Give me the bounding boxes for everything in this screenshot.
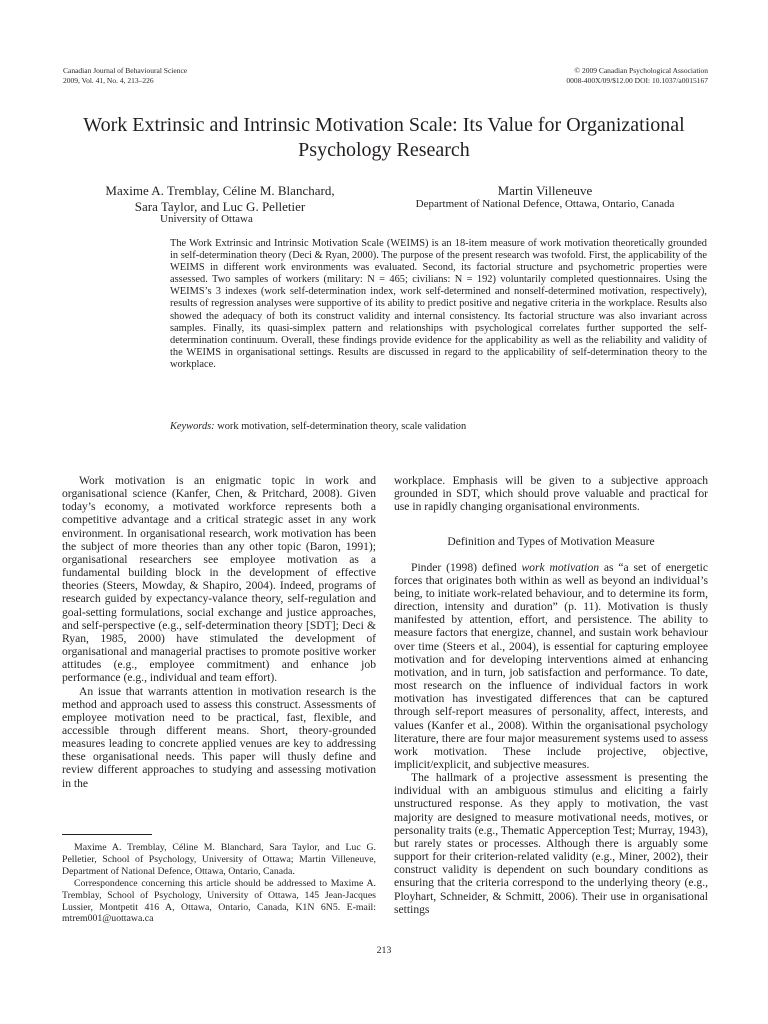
body-paragraph: An issue that warrants attention in motivation research is the method and approach used to assess this construct. Assessments of employee motivation need to be practical, fast, flexible, and accessible through different means. Short, theory-grounded measures leading to concrete applied venues are key to addressing these organisational needs. This paper will thusly define and review different approaches to studying and assessing motivation in the bbox=[62, 684, 376, 790]
body-paragraph-continued: workplace. Emphasis will be given to a subjective approach grounded in SDT, which should prove valuable and practical for use in rapidly changing organisational environments. bbox=[394, 474, 708, 514]
abstract: The Work Extrinsic and Intrinsic Motivation Scale (WEIMS) is an 18-item measure of work motivation theoretically grounded in self-determination theory (Deci & Ryan, 2000). The purpose of the present research was twofold. First, the applicability of the WEIMS in different work environments was evaluated. Second, its factorial structure and psychometric properties were assessed. Two samples of workers (military: N = 465; civilians: N = 192) voluntarily completed questionnaires. Using the WEIMS’s 3 indexes (work self-determination index, work self-determined and nonself-determined motivation, respectively), results of regression analyses were supportive of its ability to predict positive and negative criteria in the workplace. Results also showed the adequacy of both its construct validity and internal consistency. Its factorial structure was also invariant across samples. Finally, its quasi-simplex pattern and relationships with psychological correlates further supported the self-determination continuum. Overall, these findings provide evidence for the applicability as well as the reliability and validity of the WEIMS in organisational settings. Results are discussed in regard to the applicability of self-determination theory to the workplace. bbox=[170, 238, 707, 370]
body-paragraph: The hallmark of a projective assessment is presenting the individual with an ambiguous stimulus and eliciting a fairly unstructured response. As they apply to motivation, the vast majority are designed to measure motivational needs, motives, or personality traits (e.g., Thematic Apperception Test; Murray, 1943), but rarely states or processes. Although there is arguably some support for their criterion-related validity (e.g., Miner, 2002), their construct validity is dependent on such boundary conditions as ensuring that the criteria correspond to the underlying theory (e.g., Ployhart, Schneider, & Schmitt, 2006). Their use in organisational settings bbox=[394, 771, 708, 916]
copyright-header bbox=[566, 66, 708, 85]
body-paragraph bbox=[394, 561, 708, 772]
paper-title-line2: Psychology Research bbox=[298, 139, 470, 161]
body-paragraph: Work motivation is an enigmatic topic in work and organisational science (Kanfer, Chen, & Pritchard, 2008). Given today’s economy, a motivated workforce represents both a competitive advantage and a critical strategic asset in any work environment. In organisational research, work motivation has been the subject of more theories than any other topic (Baron, 1991); organisational researchers see employee motivation as a fundamental building block in the development of effective theories (Steers, Mowday, & Shapiro, 2004). Indeed, programs of research guided by expectancy-valance theory, self-regulation and goal-setting formulations, social exchange and justice approaches, and self-perspective (e.g., self-determination theory [SDT]; Deci & Ryan, 1985, 2000) have stimulated the development of organisational and managerial practises to promote positive worker attitudes (e.g., employee commitment) and enhance job performance (e.g., individual and team effort). bbox=[62, 474, 376, 685]
author-group-left bbox=[70, 183, 370, 214]
emphasis-term: work motivation bbox=[521, 560, 600, 574]
paper-title-line1: Work Extrinsic and Intrinsic Motivation Scale: Its Value for Organizational bbox=[83, 114, 685, 136]
author-names-line2: Sara Taylor, and Luc G. Pelletier bbox=[134, 198, 306, 214]
copyright-text: © 2009 Canadian Psychological Association bbox=[574, 66, 708, 75]
keywords-text: work motivation, self-determination theory, scale validation bbox=[214, 421, 467, 432]
keywords bbox=[170, 421, 707, 433]
author-name-right: Martin Villeneuve bbox=[497, 183, 593, 198]
journal-name: Canadian Journal of Behavioural Science bbox=[63, 66, 188, 75]
body-text: as “a set of energetic forces that originates both within as well as beyond an individual’s being, to initiate work-related behaviour, and to determine its form, direction, intensity and duration” (p. 11). Motivation is thusly manifested by attention, effort, and persistence. The ability to measure factors that energize, channel, and sustain work behaviour over time (Steers et al., 2004), is essential for capturing employee motivation and for developing interventions aimed at enhancing motivation, and in turn, job satisfaction and performance. To date, most research on the influence of individual factors in work motivation has investigated differences that can be captured through self-report measures of personality, affect, interests, and values (Kanfer et al., 2008). Within the organisational psychology literature, there are four major measurement systems used to assess work motivation. These include projective, objective, implicit/explicit, and subjective measures. bbox=[394, 560, 709, 771]
author-names-line1: Maxime A. Tremblay, Céline M. Blanchard, bbox=[105, 183, 335, 198]
author-affiliation-left: University of Ottawa bbox=[160, 213, 253, 225]
body-column-right bbox=[394, 474, 708, 916]
section-heading: Definition and Types of Motivation Measure bbox=[447, 535, 655, 549]
keywords-label: Keywords: bbox=[170, 421, 215, 432]
page-number: 213 bbox=[376, 945, 392, 956]
journal-header bbox=[63, 66, 187, 85]
doi-text: 0008-400X/09/$12.00 DOI: 10.1037/a0015167 bbox=[566, 75, 708, 85]
footnote-rule bbox=[62, 834, 152, 835]
footnote-paragraph: Correspondence concerning this article should be addressed to Maxime A. Tremblay, School of Psychology, University of Ottawa, 145 Jean-Jacques Lussier, Montpetit 416 A, Ottawa, Ontario, Canada, K1N 6N5. E-mail: mtrem001@uottawa.ca bbox=[62, 877, 376, 925]
paper-title bbox=[40, 113, 728, 163]
journal-volume: 2009, Vol. 41, No. 4, 213–226 bbox=[63, 75, 154, 85]
author-affiliation-right: Department of National Defence, Ottawa, Ontario, Canada bbox=[415, 198, 675, 210]
author-footnote bbox=[62, 842, 376, 925]
footnote-paragraph: Maxime A. Tremblay, Céline M. Blanchard, Sara Taylor, and Luc G. Pelletier, School of Psychology, University of Ottawa; Martin Villeneuve, Department of National Defence, Ottawa, Ontario, Canada. bbox=[62, 842, 376, 877]
body-text: Pinder (1998) defined bbox=[411, 560, 522, 574]
body-column-left bbox=[62, 474, 376, 790]
